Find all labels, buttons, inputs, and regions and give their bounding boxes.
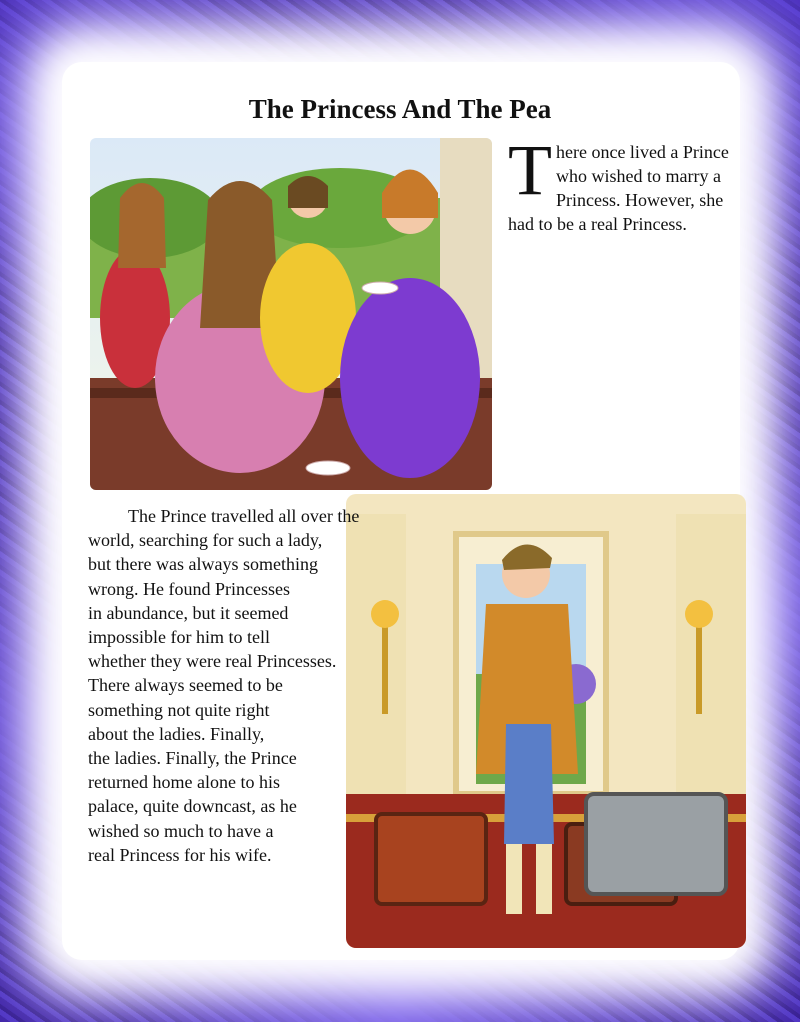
intro-text: here once lived a Prince who wished to marry a Princess. However, she had to be a real Princess. (508, 142, 729, 234)
story-line: but there was always something (88, 554, 318, 575)
page-title: The Princess And The Pea (248, 94, 552, 124)
story-line: wished so much to have a (88, 820, 274, 841)
drop-cap: T (508, 130, 552, 210)
story-paragraph (88, 504, 418, 867)
story-line: returned home alone to his (88, 772, 280, 793)
story-line: palace, quite downcast, as he (88, 796, 297, 817)
story-line: whether they were real Princesses. (88, 651, 337, 672)
story-line: There always seemed to be (88, 675, 283, 696)
story-line: The Prince travelled all over the (128, 506, 360, 526)
story-line: wrong. He found Princesses (88, 578, 290, 599)
intro-paragraph (508, 130, 738, 236)
story-line: in abundance, but it seemed (88, 602, 289, 623)
princesses-tea-illustration (90, 138, 492, 490)
story-line: world, searching for such a lady, (88, 530, 323, 551)
story-line: something not quite right (88, 699, 270, 720)
story-line: the ladies. Finally, the Prince (88, 748, 297, 769)
story-line: real Princess for his wife. (88, 844, 272, 865)
story-line: about the ladies. Finally, (88, 723, 265, 744)
story-line: impossible for him to tell (88, 627, 270, 648)
